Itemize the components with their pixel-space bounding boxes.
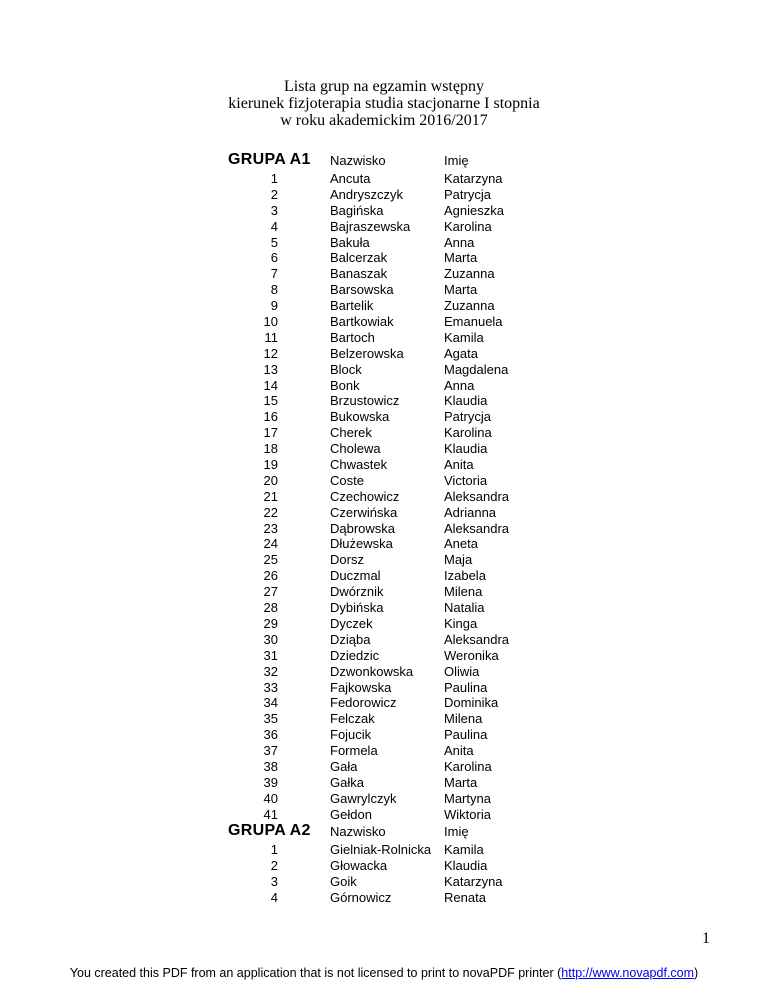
row-number: 11 — [264, 329, 278, 345]
group-label: GRUPA A1 — [228, 151, 311, 168]
surname-cell: Bartoch — [330, 329, 375, 345]
table-row — [0, 536, 768, 552]
column-header-surname: Nazwisko — [330, 153, 386, 168]
table-row — [0, 775, 768, 791]
first-name-cell: Klaudia — [444, 393, 488, 409]
table-row — [0, 600, 768, 616]
row-number: 3 — [270, 202, 278, 218]
table-row — [0, 568, 768, 584]
surname-cell: Banaszak — [330, 266, 388, 282]
surname-cell: Coste — [330, 472, 364, 488]
row-number: 29 — [263, 615, 278, 631]
surname-cell: Bagińska — [330, 202, 384, 218]
table-row — [0, 314, 768, 330]
first-name-cell: Anita — [444, 457, 474, 473]
surname-cell: Bajraszewska — [330, 218, 411, 234]
row-number: 32 — [263, 663, 278, 679]
row-number: 23 — [263, 520, 278, 536]
surname-cell: Fajkowska — [330, 679, 392, 695]
table-row — [0, 791, 768, 807]
first-name-cell: Agnieszka — [444, 202, 504, 218]
first-name-cell: Paulina — [444, 727, 488, 743]
row-number: 40 — [263, 790, 278, 806]
first-name-cell: Klaudia — [444, 857, 488, 873]
surname-cell: Bukowska — [330, 409, 390, 425]
group-header — [0, 151, 768, 171]
table-row — [0, 489, 768, 505]
table-row — [0, 759, 768, 775]
row-number: 25 — [263, 552, 278, 568]
first-name-cell: Klaudia — [444, 441, 488, 457]
table-row — [0, 648, 768, 664]
first-name-cell: Magdalena — [444, 361, 509, 377]
first-name-cell: Karolina — [444, 758, 492, 774]
row-number: 21 — [263, 488, 278, 504]
surname-cell: Dąbrowska — [330, 520, 396, 536]
surname-cell: Czerwińska — [330, 504, 398, 520]
first-name-cell: Emanuela — [444, 314, 503, 330]
surname-cell: Bartelik — [330, 298, 374, 314]
first-name-cell: Anna — [444, 377, 475, 393]
first-name-cell: Milena — [444, 584, 483, 600]
first-name-cell: Paulina — [444, 679, 488, 695]
surname-cell: Ancuta — [330, 171, 371, 186]
table-row — [0, 473, 768, 489]
table-row — [0, 711, 768, 727]
first-name-cell: Milena — [444, 711, 483, 727]
row-number: 37 — [263, 743, 278, 759]
surname-cell: Goik — [330, 873, 357, 889]
row-number: 4 — [270, 218, 278, 234]
first-name-cell: Marta — [444, 774, 478, 790]
first-name-cell: Izabela — [444, 568, 486, 584]
row-number: 5 — [270, 234, 278, 250]
row-number: 7 — [270, 266, 278, 282]
group-rows — [0, 171, 768, 823]
surname-cell: Gałka — [330, 774, 364, 790]
first-name-cell: Oliwia — [444, 663, 480, 679]
table-row — [0, 584, 768, 600]
first-name-cell: Zuzanna — [444, 266, 495, 282]
title-line-1: Lista grup na egzamin wstępny — [284, 78, 484, 95]
row-number: 9 — [270, 298, 278, 314]
surname-cell: Fedorowicz — [330, 695, 397, 711]
row-number: 2 — [270, 857, 278, 873]
surname-cell: Czechowicz — [330, 488, 400, 504]
first-name-cell: Martyna — [444, 790, 491, 806]
table-row — [0, 171, 768, 187]
row-number: 1 — [270, 842, 278, 857]
table-row — [0, 425, 768, 441]
surname-cell: Górnowicz — [330, 889, 392, 905]
table-row — [0, 552, 768, 568]
surname-cell: Dyczek — [330, 615, 373, 631]
first-name-cell: Weronika — [444, 647, 499, 663]
surname-cell: Fojucik — [330, 727, 372, 743]
column-header-first-name: Imię — [444, 153, 469, 168]
table-row — [0, 664, 768, 680]
table-row — [0, 874, 768, 890]
group-header — [0, 822, 768, 842]
surname-cell: Dziedzic — [330, 647, 380, 663]
table-row — [0, 890, 768, 906]
row-number: 39 — [263, 774, 278, 790]
first-name-cell: Agata — [444, 345, 478, 361]
surname-cell: Głowacka — [330, 857, 388, 873]
surname-cell: Bakuła — [330, 234, 370, 250]
row-number: 17 — [263, 425, 278, 441]
row-number: 1 — [270, 171, 278, 186]
table-row — [0, 695, 768, 711]
surname-cell: Bartkowiak — [330, 314, 394, 330]
table-row — [0, 521, 768, 537]
first-name-cell: Aleksandra — [444, 488, 510, 504]
first-name-cell: Kamila — [444, 842, 484, 857]
row-number: 6 — [270, 250, 278, 266]
first-name-cell: Patrycja — [444, 186, 491, 202]
novapdf-link[interactable]: http://www.novapdf.com — [561, 966, 694, 980]
row-number: 31 — [263, 647, 278, 663]
row-number: 20 — [263, 472, 278, 488]
title-line-2: kierunek fizjoterapia studia stacjonarne I stopnia — [228, 95, 540, 112]
first-name-cell: Aleksandra — [444, 631, 510, 647]
row-number: 15 — [263, 393, 278, 409]
surname-cell: Chwastek — [330, 457, 388, 473]
row-number: 4 — [270, 889, 278, 905]
table-row — [0, 330, 768, 346]
first-name-cell: Aneta — [444, 536, 478, 552]
surname-cell: Barsowska — [330, 282, 394, 298]
first-name-cell: Adrianna — [444, 504, 497, 520]
row-number: 41 — [263, 806, 278, 822]
table-row — [0, 250, 768, 266]
table-row — [0, 616, 768, 632]
row-number: 22 — [263, 504, 278, 520]
surname-cell: Cherek — [330, 425, 372, 441]
first-name-cell: Renata — [444, 889, 486, 905]
table-row — [0, 282, 768, 298]
first-name-cell: Kinga — [444, 615, 478, 631]
first-name-cell: Katarzyna — [444, 171, 503, 186]
table-row — [0, 842, 768, 858]
surname-cell: Formela — [330, 743, 378, 759]
row-number: 16 — [263, 409, 278, 425]
first-name-cell: Natalia — [444, 600, 485, 616]
table-row — [0, 219, 768, 235]
table-row — [0, 346, 768, 362]
table-row — [0, 393, 768, 409]
table-row — [0, 858, 768, 874]
column-header-first-name: Imię — [444, 824, 469, 839]
row-number: 14 — [263, 377, 278, 393]
row-number: 30 — [263, 631, 278, 647]
surname-cell: Dzwonkowska — [330, 663, 414, 679]
row-number: 34 — [263, 695, 278, 711]
surname-cell: Gawrylczyk — [330, 790, 397, 806]
first-name-cell: Katarzyna — [444, 873, 503, 889]
surname-cell: Gała — [330, 758, 358, 774]
table-row — [0, 743, 768, 759]
row-number: 27 — [263, 584, 278, 600]
surname-cell: Brzustowicz — [330, 393, 400, 409]
row-number: 13 — [263, 361, 278, 377]
first-name-cell: Kamila — [444, 329, 484, 345]
first-name-cell: Marta — [444, 250, 478, 266]
first-name-cell: Karolina — [444, 425, 492, 441]
row-number: 3 — [270, 873, 278, 889]
first-name-cell: Patrycja — [444, 409, 491, 425]
row-number: 28 — [263, 600, 278, 616]
row-number: 18 — [263, 441, 278, 457]
footer-text: You created this PDF from an application that is not licensed to print to novaPDF printer ( — [69, 966, 562, 980]
surname-cell: Belzerowska — [330, 345, 404, 361]
row-number: 24 — [263, 536, 278, 552]
row-number: 35 — [263, 711, 278, 727]
table-row — [0, 235, 768, 251]
table-row — [0, 378, 768, 394]
first-name-cell: Dominika — [444, 695, 499, 711]
table-row — [0, 807, 768, 823]
row-number: 38 — [263, 758, 278, 774]
row-number: 10 — [263, 314, 278, 330]
surname-cell: Felczak — [330, 711, 375, 727]
table-row — [0, 298, 768, 314]
surname-cell: Duczmal — [330, 568, 381, 584]
row-number: 26 — [263, 568, 278, 584]
first-name-cell: Anna — [444, 234, 475, 250]
novapdf-footer — [0, 966, 768, 980]
surname-cell: Dłużewska — [330, 536, 393, 552]
first-name-cell: Zuzanna — [444, 298, 495, 314]
title-line-3: w roku akademickim 2016/2017 — [280, 112, 488, 129]
first-name-cell: Aleksandra — [444, 520, 510, 536]
table-row — [0, 187, 768, 203]
surname-cell: Andryszczyk — [330, 186, 403, 202]
table-row — [0, 203, 768, 219]
table-row — [0, 680, 768, 696]
surname-cell: Gielniak-Rolnicka — [330, 842, 432, 857]
first-name-cell: Wiktoria — [444, 806, 491, 822]
first-name-cell: Marta — [444, 282, 478, 298]
footer-text-end: ) — [694, 966, 699, 980]
table-row — [0, 457, 768, 473]
first-name-cell: Victoria — [444, 472, 488, 488]
column-header-surname: Nazwisko — [330, 824, 386, 839]
page-number: 1 — [702, 930, 710, 947]
row-number: 33 — [263, 679, 278, 695]
document-title — [0, 78, 768, 129]
surname-cell: Dwórznik — [330, 584, 384, 600]
row-number: 2 — [270, 186, 278, 202]
table-row — [0, 409, 768, 425]
group-label: GRUPA A2 — [228, 822, 311, 839]
table-row — [0, 266, 768, 282]
surname-cell: Dybińska — [330, 600, 384, 616]
surname-cell: Balcerzak — [330, 250, 388, 266]
table-row — [0, 441, 768, 457]
surname-cell: Bonk — [330, 377, 360, 393]
surname-cell: Cholewa — [330, 441, 381, 457]
row-number: 19 — [263, 457, 278, 473]
surname-cell: Dziąba — [330, 631, 371, 647]
first-name-cell: Maja — [444, 552, 473, 568]
surname-cell: Gełdon — [330, 806, 372, 822]
group-a2 — [0, 822, 768, 906]
first-name-cell: Karolina — [444, 218, 492, 234]
table-row — [0, 632, 768, 648]
row-number: 8 — [270, 282, 278, 298]
table-row — [0, 505, 768, 521]
table-row — [0, 362, 768, 378]
row-number: 36 — [263, 727, 278, 743]
surname-cell: Block — [330, 361, 362, 377]
row-number: 12 — [263, 345, 278, 361]
surname-cell: Dorsz — [330, 552, 364, 568]
first-name-cell: Anita — [444, 743, 474, 759]
group-rows — [0, 842, 768, 906]
table-row — [0, 727, 768, 743]
group-a1 — [0, 151, 768, 823]
